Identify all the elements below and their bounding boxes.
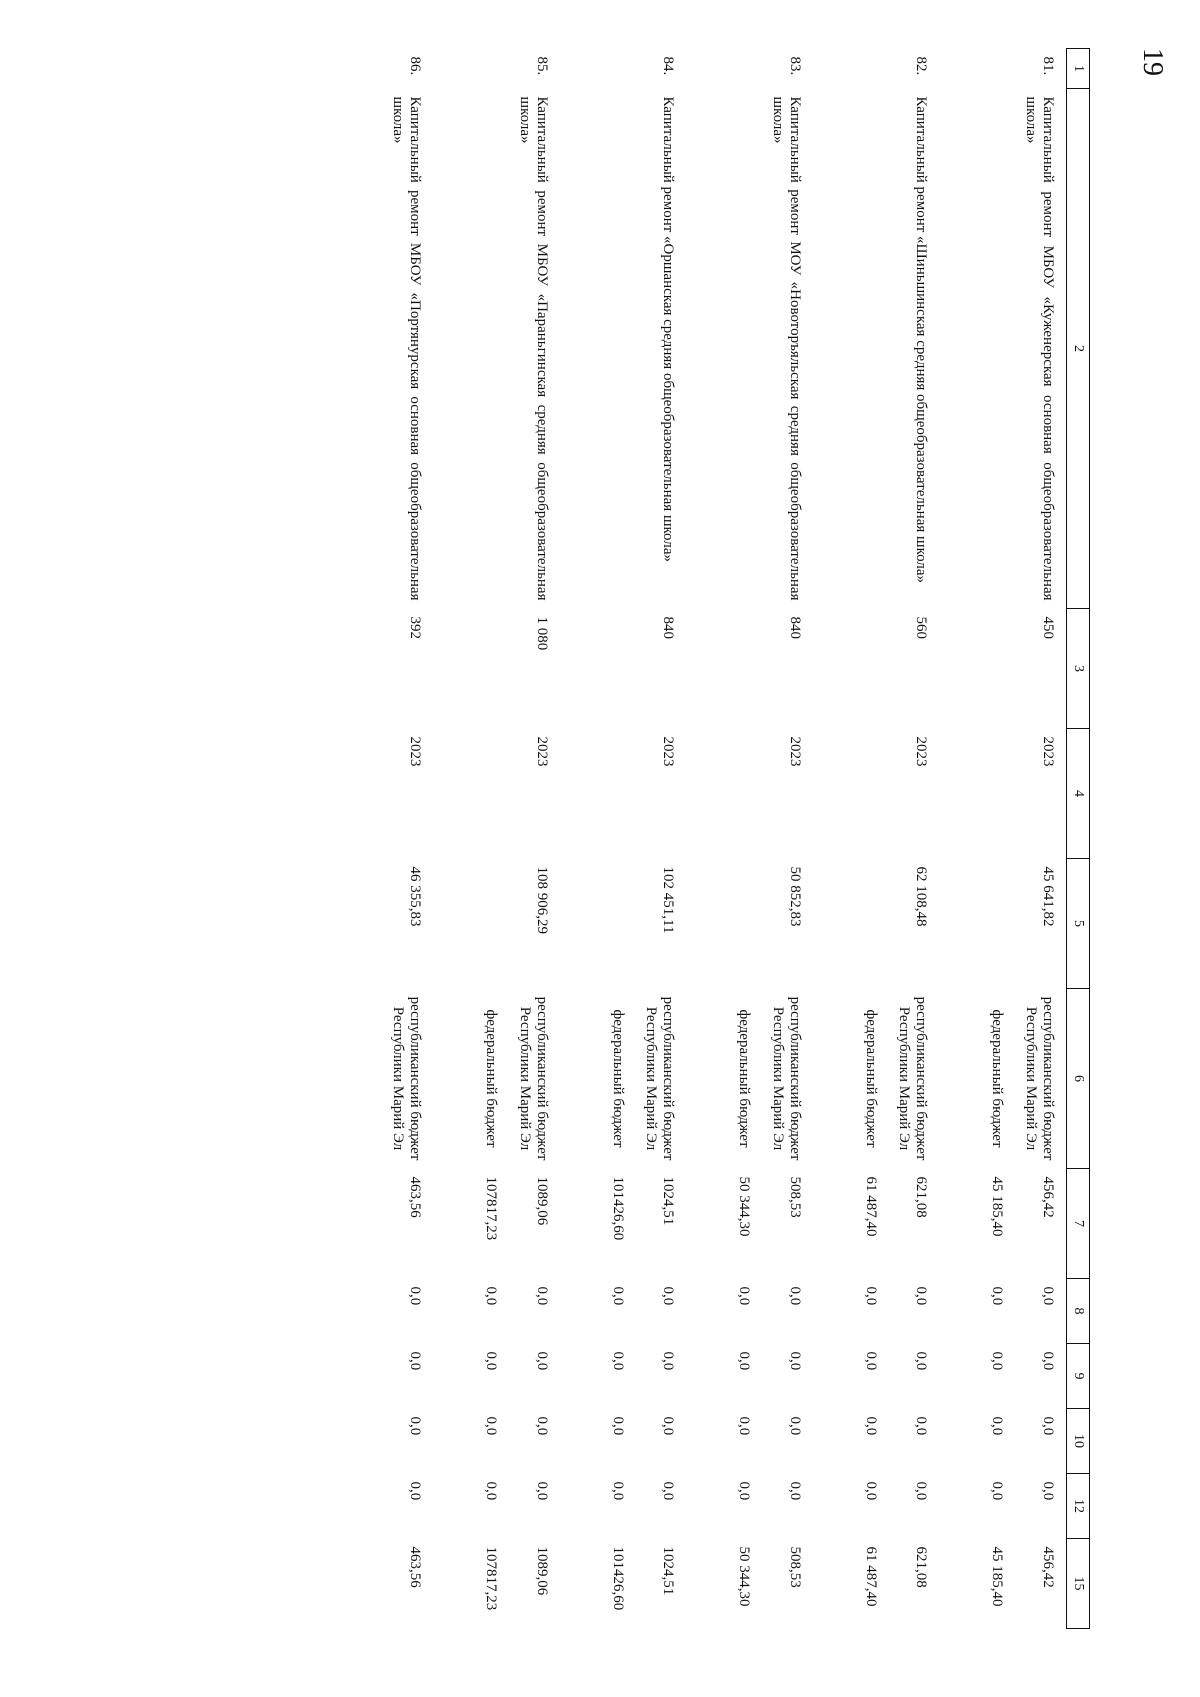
total-cost-cell: 46 355,83	[407, 866, 424, 927]
table-row	[383, 49, 434, 1629]
value-cell: 50 344,30	[736, 1546, 753, 1607]
year-cell: 2023	[913, 736, 930, 767]
value-cell: 0,0	[913, 1416, 930, 1436]
value-cell: 0,0	[989, 1481, 1006, 1501]
year-cell: 2023	[660, 736, 677, 767]
header-cell: 4	[1067, 729, 1090, 859]
capacity-cell: 840	[660, 616, 677, 639]
value-cell: 0,0	[787, 1481, 803, 1501]
value-cell: 0,0	[407, 1351, 424, 1371]
object-name: Капитальный ремонт МБОУ «Куженерская основная общеобразовательная школа»	[1022, 96, 1056, 601]
value-cell: 1024,51	[660, 1546, 677, 1596]
table-row	[763, 49, 814, 1629]
value-cell: 0,0	[1040, 1286, 1056, 1306]
funding-source: федеральный бюджет	[610, 1009, 626, 1148]
value-cell: 0,0	[534, 1481, 550, 1501]
value-cell: 0,0	[913, 1286, 930, 1306]
object-name: Капитальный ремонт МБОУ «Параньгинская средняя общеобразовательная школа»	[516, 96, 550, 601]
table-row	[636, 49, 687, 1629]
capacity-cell: 392	[407, 616, 424, 639]
value-cell: 0,0	[787, 1286, 803, 1306]
header-cell: 8	[1067, 1279, 1090, 1344]
value-cell: 456,42	[1040, 1546, 1056, 1588]
value-cell: 0,0	[863, 1481, 879, 1501]
value-cell: 0,0	[534, 1351, 550, 1371]
header-cell: 2	[1067, 89, 1090, 609]
value-cell: 0,0	[787, 1416, 803, 1436]
value-cell: 0,0	[407, 1416, 424, 1436]
value-cell: 107817,23	[483, 1176, 500, 1241]
value-cell: 0,0	[610, 1286, 626, 1306]
value-cell: 0,0	[913, 1351, 930, 1371]
header-cell: 10	[1067, 1409, 1090, 1474]
total-cost-cell: 62 108,48	[913, 866, 930, 927]
value-cell: 456,42	[1040, 1176, 1056, 1218]
capacity-cell: 1 080	[534, 616, 550, 651]
table-row	[813, 49, 889, 1629]
header-cell: 6	[1067, 989, 1090, 1169]
value-cell: 101426,60	[610, 1546, 626, 1611]
value-cell: 0,0	[660, 1416, 677, 1436]
value-cell: 0,0	[483, 1481, 500, 1501]
value-cell: 0,0	[736, 1416, 753, 1436]
year-cell: 2023	[787, 736, 803, 767]
value-cell: 621,08	[913, 1176, 930, 1218]
value-cell: 463,56	[407, 1546, 424, 1588]
value-cell: 0,0	[534, 1286, 550, 1306]
header-cell: 9	[1067, 1344, 1090, 1409]
header-cell: 1	[1067, 49, 1090, 89]
value-cell: 45 185,40	[989, 1176, 1006, 1237]
value-cell: 1024,51	[660, 1176, 677, 1226]
value-cell: 0,0	[534, 1416, 550, 1436]
value-cell: 0,0	[660, 1351, 677, 1371]
funding-source: федеральный бюджет	[989, 1009, 1006, 1148]
value-cell: 61 487,40	[863, 1546, 879, 1607]
value-cell: 0,0	[787, 1351, 803, 1371]
value-cell: 0,0	[736, 1351, 753, 1371]
value-cell: 1089,06	[534, 1176, 550, 1226]
funding-source: республиканский бюджет Республики Марий Эл	[896, 996, 930, 1161]
table-container	[190, 48, 1090, 1628]
funding-source: республиканский бюджет Республики Марий Эл	[643, 996, 677, 1161]
page-number: 19	[1137, 48, 1168, 76]
funding-source: республиканский бюджет Республики Марий Эл	[516, 996, 550, 1161]
funding-source: федеральный бюджет	[736, 1009, 753, 1148]
header-row	[1067, 49, 1090, 1629]
value-cell: 0,0	[660, 1286, 677, 1306]
row-number: 81.	[1040, 56, 1056, 76]
capacity-cell: 840	[787, 616, 803, 639]
value-cell: 0,0	[660, 1481, 677, 1501]
header-cell: 7	[1067, 1169, 1090, 1279]
table-row	[1016, 49, 1067, 1629]
row-number: 84.	[660, 56, 677, 76]
funding-source: федеральный бюджет	[483, 1009, 500, 1148]
funding-source: республиканский бюджет Республики Марий Эл	[1022, 996, 1056, 1161]
table-row	[889, 49, 940, 1629]
value-cell: 0,0	[407, 1481, 424, 1501]
value-cell: 621,08	[913, 1546, 930, 1588]
value-cell: 0,0	[736, 1481, 753, 1501]
table-row	[687, 49, 763, 1629]
value-cell: 0,0	[483, 1416, 500, 1436]
value-cell: 101426,60	[610, 1176, 626, 1241]
value-cell: 0,0	[863, 1351, 879, 1371]
value-cell: 0,0	[610, 1416, 626, 1436]
total-cost-cell: 108 906,29	[534, 866, 550, 934]
object-name: Капитальный ремонт «Шиньшинская средняя общеобразовательная школа»	[913, 96, 930, 584]
value-cell: 107817,23	[483, 1546, 500, 1611]
header-cell: 5	[1067, 859, 1090, 989]
row-number: 82.	[913, 56, 930, 76]
funding-source: республиканский бюджет Республики Марий Эл	[769, 996, 803, 1161]
value-cell: 0,0	[407, 1286, 424, 1306]
table-row	[560, 49, 636, 1629]
funding-source: республиканский бюджет Республики Марий Эл	[390, 996, 424, 1161]
value-cell: 0,0	[610, 1351, 626, 1371]
table-row	[510, 49, 561, 1629]
funding-source: федеральный бюджет	[863, 1009, 879, 1148]
value-cell: 50 344,30	[736, 1176, 753, 1237]
value-cell: 0,0	[483, 1351, 500, 1371]
row-number: 86.	[407, 56, 424, 76]
row-number: 83.	[787, 56, 803, 76]
value-cell: 0,0	[736, 1286, 753, 1306]
total-cost-cell: 102 451,11	[660, 866, 677, 934]
value-cell: 463,56	[407, 1176, 424, 1218]
value-cell: 0,0	[989, 1416, 1006, 1436]
total-cost-cell: 50 852,83	[787, 866, 803, 927]
capacity-cell: 450	[1040, 616, 1056, 639]
value-cell: 0,0	[1040, 1416, 1056, 1436]
value-cell: 0,0	[1040, 1481, 1056, 1501]
year-cell: 2023	[1040, 736, 1056, 767]
row-number: 85.	[534, 56, 550, 76]
value-cell: 0,0	[989, 1286, 1006, 1306]
object-name: Капитальный ремонт МОУ «Новоторъяльская средняя общеобразовательная школа»	[769, 96, 803, 601]
value-cell: 1089,06	[534, 1546, 550, 1596]
value-cell: 0,0	[863, 1286, 879, 1306]
total-cost-cell: 45 641,82	[1040, 866, 1056, 927]
value-cell: 0,0	[483, 1286, 500, 1306]
table-row	[434, 49, 510, 1629]
capacity-cell: 560	[913, 616, 930, 639]
value-cell: 61 487,40	[863, 1176, 879, 1237]
header-cell: 15	[1067, 1539, 1090, 1629]
value-cell: 0,0	[913, 1481, 930, 1501]
object-name: Капитальный ремонт МБОУ «Портянурская основная общеобразовательная школа»	[390, 96, 424, 601]
year-cell: 2023	[407, 736, 424, 767]
header-cell: 3	[1067, 609, 1090, 729]
value-cell: 508,53	[787, 1546, 803, 1588]
value-cell: 0,0	[989, 1351, 1006, 1371]
value-cell: 0,0	[610, 1481, 626, 1501]
header-cell: 12	[1067, 1474, 1090, 1539]
year-cell: 2023	[534, 736, 550, 767]
value-cell: 0,0	[863, 1416, 879, 1436]
table-row	[940, 49, 1016, 1629]
program-table	[383, 48, 1090, 1629]
object-name: Капитальный ремонт «Оршанская средняя общеобразовательная школа»	[660, 96, 677, 562]
value-cell: 0,0	[1040, 1351, 1056, 1371]
value-cell: 45 185,40	[989, 1546, 1006, 1607]
value-cell: 508,53	[787, 1176, 803, 1218]
